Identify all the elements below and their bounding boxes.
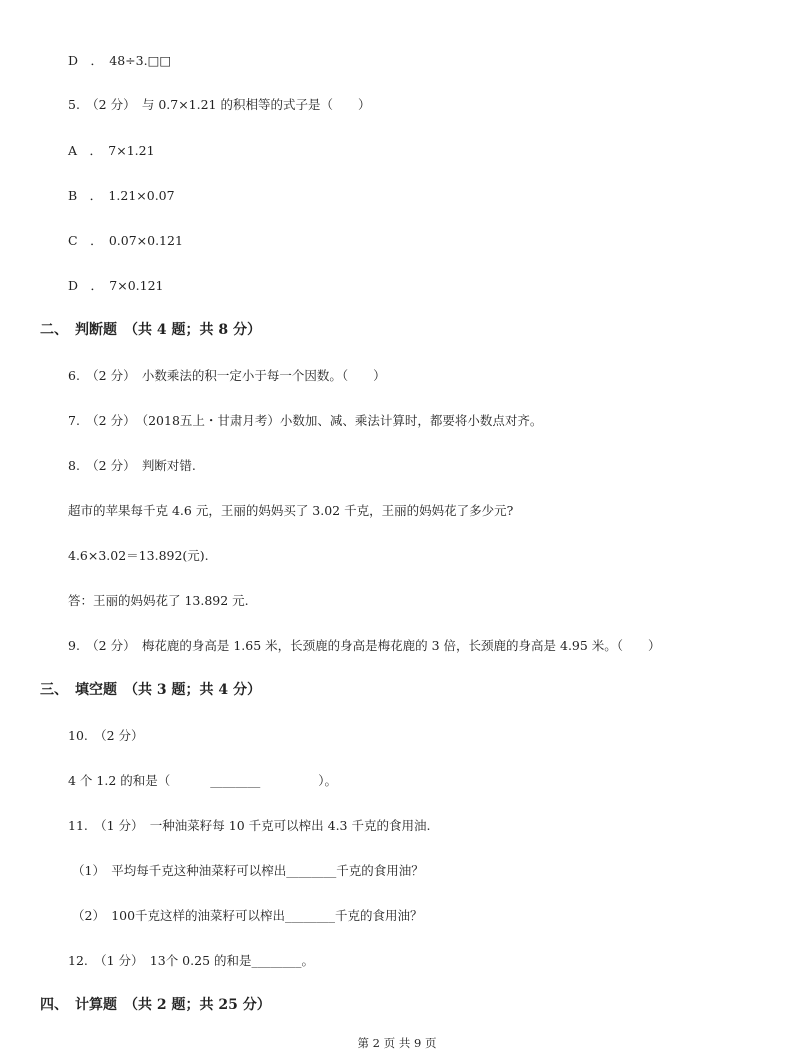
- section-4-title: 四、 计算题 （共 2 题；共 25 分）: [40, 997, 271, 1013]
- q10-line-end: ）。: [318, 773, 338, 788]
- q12-stem: 12. （1 分） 13个 0.25 的和是________。: [68, 953, 314, 968]
- section-2-title: 二、 判断题 （共 4 题；共 8 分）: [40, 322, 261, 338]
- q11-stem: 11. （1 分） 一种油菜籽每 10 千克可以榨出 4.3 千克的食用油.: [68, 818, 431, 833]
- q10-line: [68, 773, 337, 789]
- q10-stem: 10. （2 分）: [68, 728, 144, 743]
- q5-stem: 5. （2 分） 与 0.7×1.21 的积相等的式子是（ ）: [68, 97, 371, 112]
- q7-stem: 7. （2 分） （2018五上・甘肃月考）小数加、减、乘法计算时，都要将小数点对齐。: [68, 413, 543, 428]
- q8-line-2: 4.6×3.02＝13.892(元).: [68, 548, 209, 563]
- q5-option-c: C ． 0.07×0.121: [68, 233, 183, 248]
- q9-stem: 9. （2 分） 梅花鹿的身高是 1.65 米，长颈鹿的身高是梅花鹿的 3 倍，长颈鹿的身高是 4.95 米。（ ）: [68, 638, 661, 653]
- q8-stem: 8. （2 分） 判断对错.: [68, 458, 196, 473]
- q10-answer-blank[interactable]: ________: [210, 773, 261, 788]
- q5-option-a: A ． 7×1.21: [68, 143, 155, 158]
- q5-option-b: B ． 1.21×0.07: [68, 188, 175, 203]
- q4-option-d: D ． 48÷3.□□: [68, 53, 172, 68]
- section-3-title: 三、 填空题 （共 3 题；共 4 分）: [40, 682, 261, 698]
- q10-line-start: 4 个 1.2 的和是（: [68, 773, 171, 788]
- q8-line-1: 超市的苹果每千克 4.6 元，王丽的妈妈买了 3.02 千克，王丽的妈妈花了多少元?: [68, 503, 514, 518]
- q11-part-2: （2） 100千克这样的油菜籽可以榨出________千克的食用油？: [72, 908, 423, 923]
- q5-option-d: D ． 7×0.121: [68, 278, 164, 293]
- q8-line-3: 答：王丽的妈妈花了 13.892 元.: [68, 593, 249, 608]
- q11-part-1: （1） 平均每千克这种油菜籽可以榨出________千克的食用油？: [72, 863, 424, 878]
- page-footer: 第 2 页 共 9 页: [357, 1036, 437, 1050]
- q6-stem: 6. （2 分） 小数乘法的积一定小于每一个因数。（ ）: [68, 368, 386, 383]
